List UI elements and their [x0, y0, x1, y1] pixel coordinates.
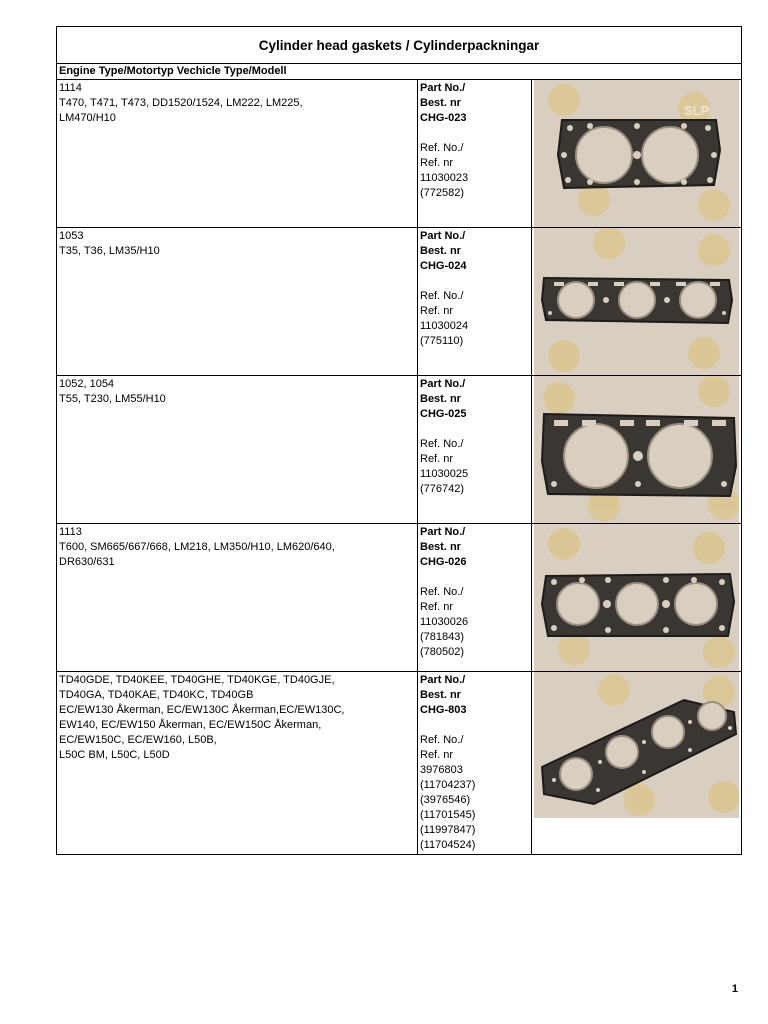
ref-label: Ref. No./ — [420, 142, 464, 154]
product-row — [57, 80, 741, 228]
engine-line: TD40GA, TD40KAE, TD40KC, TD40GB — [59, 689, 254, 701]
engine-line: T470, T471, T473, DD1520/1524, LM222, LM225, — [59, 97, 303, 109]
ref-label: Ref. No./ — [420, 586, 464, 598]
engine-line: EW140, EC/EW150 Åkerman, EC/EW150C Åkerman, — [59, 719, 322, 731]
engine-cell — [57, 524, 418, 671]
product-row — [57, 524, 741, 672]
engine-line: T35, T36, LM35/H10 — [59, 245, 160, 257]
ref-number: (11701545) — [420, 809, 476, 821]
part-number: CHG-803 — [420, 704, 467, 716]
ref-number: 11030023 — [420, 172, 469, 184]
gasket-photo — [534, 524, 739, 671]
image-cell — [532, 228, 741, 375]
engine-line: EC/EW150C, EC/EW160, L50B, — [59, 734, 217, 746]
ref-number: 11030025 — [420, 468, 469, 480]
ref-number: 11030026 — [420, 616, 469, 628]
engine-line: T55, T230, LM55/H10 — [59, 393, 166, 405]
ref-label: Ref. nr — [420, 305, 454, 317]
product-row — [57, 376, 741, 524]
engine-line: 1052, 1054 — [59, 378, 115, 390]
ref-number: (775110) — [420, 335, 464, 347]
part-cell — [418, 672, 532, 854]
ref-label: Ref. nr — [420, 601, 454, 613]
gasket-photo — [534, 228, 739, 375]
image-cell — [532, 672, 741, 854]
page-number: 1 — [731, 983, 738, 995]
product-row — [57, 672, 741, 854]
gasket-photo — [534, 80, 739, 227]
ref-label: Ref. No./ — [420, 438, 464, 450]
engine-cell — [57, 672, 418, 854]
ref-number: 11030024 — [420, 320, 469, 332]
ref-number: (781843) — [420, 631, 465, 643]
part-label: Part No./ — [420, 378, 466, 390]
ref-label: Ref. nr — [420, 749, 454, 761]
engine-line: TD40GDE, TD40KEE, TD40GHE, TD40KGE, TD40GJE, — [59, 674, 335, 686]
ref-number: (772582) — [420, 187, 465, 199]
part-label: Best. nr — [420, 245, 461, 257]
part-label: Part No./ — [420, 526, 466, 538]
part-number: CHG-024 — [420, 260, 467, 272]
image-cell — [532, 376, 741, 523]
page-title: Cylinder head gaskets / Cylinderpackningar — [57, 27, 741, 64]
watermark-logo: SLP — [684, 103, 710, 118]
part-label: Best. nr — [420, 541, 461, 553]
part-number: CHG-023 — [420, 112, 467, 124]
ref-label: Ref. nr — [420, 453, 454, 465]
column-header: Engine Type/Motortyp Vechicle Type/Modell — [57, 64, 741, 80]
ref-number: (11997847) — [420, 824, 476, 836]
engine-cell — [57, 376, 418, 523]
part-label: Best. nr — [420, 97, 461, 109]
ref-number: (3976546) — [420, 794, 471, 806]
engine-line: EC/EW130 Åkerman, EC/EW130C Åkerman,EC/EW130C, — [59, 704, 345, 716]
part-label: Part No./ — [420, 82, 466, 94]
catalog-sheet — [56, 26, 742, 855]
image-cell — [532, 524, 741, 671]
ref-number: (776742) — [420, 483, 465, 495]
ref-number: (780502) — [420, 646, 465, 658]
engine-line: T600, SM665/667/668, LM218, LM350/H10, LM620/640, — [59, 541, 335, 553]
ref-label: Ref. No./ — [420, 290, 464, 302]
gasket-photo — [534, 376, 739, 523]
part-number: CHG-025 — [420, 408, 467, 420]
engine-line: DR630/631 — [59, 556, 115, 568]
ref-label: Ref. nr — [420, 157, 454, 169]
engine-line: 1053 — [59, 230, 84, 242]
part-label: Best. nr — [420, 689, 461, 701]
part-cell — [418, 524, 532, 671]
image-cell — [532, 80, 741, 227]
ref-number: 3976803 — [420, 764, 463, 776]
part-cell — [418, 228, 532, 375]
part-label: Part No./ — [420, 230, 466, 242]
engine-cell — [57, 80, 418, 227]
gasket-photo — [534, 672, 739, 818]
engine-line: L50C BM, L50C, L50D — [59, 749, 170, 761]
part-label: Part No./ — [420, 674, 466, 686]
part-cell — [418, 376, 532, 523]
part-cell — [418, 80, 532, 227]
engine-line: 1114 — [59, 82, 82, 94]
engine-cell — [57, 228, 418, 375]
product-row — [57, 228, 741, 376]
part-number: CHG-026 — [420, 556, 467, 568]
ref-label: Ref. No./ — [420, 734, 464, 746]
part-label: Best. nr — [420, 393, 461, 405]
ref-number: (11704237) — [420, 779, 476, 791]
engine-line: 1113 — [59, 526, 82, 538]
ref-number: (11704524) — [420, 839, 476, 851]
engine-line: LM470/H10 — [59, 112, 116, 124]
